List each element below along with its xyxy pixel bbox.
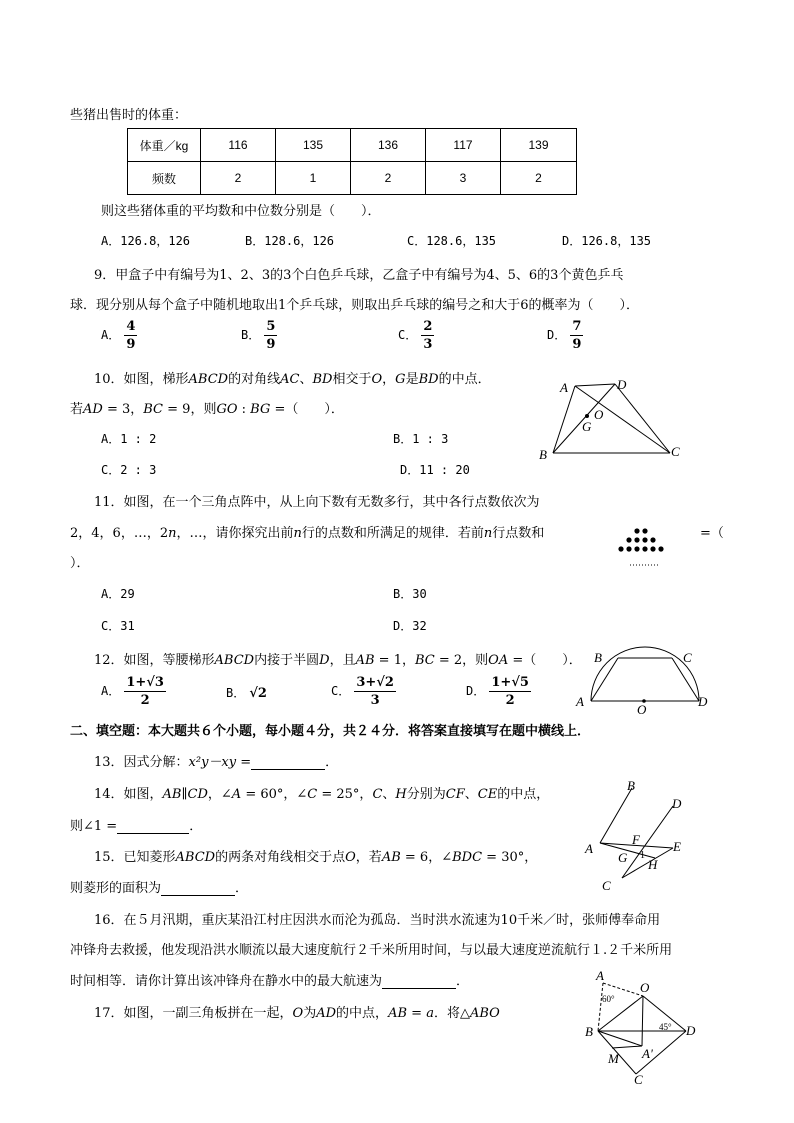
table-cell: 117 <box>426 129 501 162</box>
q10-line2: 若AD = 3，BC = 9，则GO : BG =（ ）． <box>70 402 344 417</box>
q11-option-b: B．30 <box>393 587 427 601</box>
q9-line1: 9．甲盒子中有编号为1、2、3的3个白色乒乓球，乙盒子中有编号为4、5、6的3个黄色乒乓 <box>94 268 624 283</box>
fraction-denominator: 3 <box>370 693 380 708</box>
fraction-numerator: 2 <box>423 319 433 334</box>
answer-blank[interactable] <box>382 974 456 989</box>
label-A: A <box>560 380 568 395</box>
q9-option-c <box>398 320 434 351</box>
table-header-cell: 频数 <box>128 162 201 195</box>
label-B: B <box>539 447 547 462</box>
label-B: B <box>585 1024 593 1039</box>
answer-blank[interactable] <box>161 881 235 896</box>
q16-line2: 冲锋舟去救援，他发现沿洪水顺流以最大速度航行２千米所用时间，与以最大速度逆流航行１.２千米所用 <box>70 943 673 958</box>
dot-triangle-figure <box>612 528 672 570</box>
q16-line3: 时间相等．请你计算出该冲锋舟在静水中的最大航速为 ． <box>70 974 470 989</box>
label-45deg: 45° <box>659 1022 672 1032</box>
q16-line1: 16．在５月汛期，重庆某沿江村庄因洪水而沦为孤岛．当时洪水流速为10千米／时，张师傅奉命用 <box>94 913 661 928</box>
table-cell: 139 <box>501 129 577 162</box>
answer-blank[interactable] <box>117 819 189 834</box>
label-D: D <box>698 694 708 709</box>
trapezoid-figure <box>535 372 685 464</box>
label-B: B <box>627 778 635 793</box>
weight-table <box>127 128 577 195</box>
option-label: B． <box>226 686 246 700</box>
parallel-lines-figure <box>580 778 690 892</box>
label-C: C <box>683 650 692 665</box>
label-1: 1 <box>640 850 645 861</box>
table-cell: 3 <box>426 162 501 195</box>
q10-line1: 10．如图，梯形ABCD的对角线AC、BD相交于O，G是BD的中点． <box>94 372 491 387</box>
q12-option-b <box>226 684 267 701</box>
label-O: O <box>637 702 647 716</box>
fraction-denominator: 9 <box>266 337 276 352</box>
label-60deg: 60° <box>602 994 615 1004</box>
q12-option-a <box>101 676 166 707</box>
q13-line: 13．因式分解：x²y－xy = ． <box>94 755 339 770</box>
intro-text: 些猪出售时的体重： <box>70 108 188 123</box>
option-label: D． <box>466 684 486 698</box>
label-D: D <box>672 796 682 811</box>
semicircle-figure <box>572 640 714 716</box>
q14-line1: 14．如图，AB∥CD，∠A = 60°，∠C = 25°，C、H分别为CF、CE的中点， <box>94 787 550 802</box>
option-value: √2 <box>249 686 267 701</box>
q11-line3: ）． <box>70 556 90 571</box>
label-C: C <box>671 444 680 459</box>
fraction-numerator: 3+√2 <box>356 675 394 690</box>
table-row <box>128 162 577 195</box>
section-heading: 二、填空题：本大题共６个小题，每小题４分，共２４分．将答案直接填写在题中横线上． <box>70 724 591 739</box>
label-E: E <box>673 839 681 854</box>
q12-option-d <box>466 676 531 707</box>
fraction-denominator: 9 <box>126 337 136 352</box>
q8-option-c: C．128.6，135 <box>407 234 497 248</box>
q8-option-a: A．126.8，126 <box>101 234 191 248</box>
option-label: B． <box>241 328 261 342</box>
label-A: A <box>596 968 604 983</box>
q11-line2: 2，4，6，…，2n，…，请你探究出前n行的点数和所满足的规律．若前n行点数和 <box>70 526 545 541</box>
table-cell: 2 <box>201 162 276 195</box>
q10-option-c: C．2 : 3 <box>101 463 157 477</box>
option-label: A． <box>101 684 121 698</box>
q9-option-a <box>101 320 137 351</box>
fraction-denominator: 3 <box>423 337 433 352</box>
label-D: D <box>617 377 627 392</box>
label-H: H <box>648 857 658 872</box>
q14-line2: 则∠1 = ． <box>70 819 203 834</box>
label-C: C <box>602 878 611 892</box>
q11-option-c: C．31 <box>101 619 135 633</box>
q11-line1: 11．如图，在一个三角点阵中，从上向下数有无数多行，其中各行点数依次为 <box>94 495 540 510</box>
option-label: A． <box>101 328 121 342</box>
q15-line2: 则菱形的面积为 ． <box>70 881 249 896</box>
q8-question: 则这些猪体重的平均数和中位数分别是（ ）． <box>101 204 381 219</box>
fraction-numerator: 1+√5 <box>491 675 529 690</box>
q10-option-a: A．1 : 2 <box>101 432 157 446</box>
label-D: D <box>686 1023 696 1038</box>
label-A: A <box>585 841 593 856</box>
table-header-cell: 体重／kg <box>128 129 201 162</box>
answer-blank[interactable] <box>251 755 325 770</box>
table-cell: 135 <box>276 129 351 162</box>
table-cell: 136 <box>351 129 426 162</box>
fraction-denominator: 2 <box>140 693 150 708</box>
q11-option-a: A．29 <box>101 587 135 601</box>
q15-line1: 15．已知菱形ABCD的两条对角线相交于点O，若AB = 6，∠BDC = 30°， <box>94 850 538 865</box>
label-A-prime: A' <box>642 1046 653 1061</box>
option-label: C． <box>331 684 351 698</box>
table-cell: 2 <box>501 162 577 195</box>
label-C: C <box>634 1072 643 1087</box>
label-G: G <box>582 419 592 434</box>
label-M: M <box>608 1051 619 1066</box>
q17-line1: 17．如图，一副三角板拼在一起，O为AD的中点，AB = a．将△ABO <box>94 1006 500 1021</box>
option-label: C． <box>398 328 418 342</box>
fraction-numerator: 7 <box>572 319 582 334</box>
label-B: B <box>594 650 602 665</box>
q10-option-d: D．11 : 20 <box>400 463 470 477</box>
fraction-denominator: 2 <box>505 693 515 708</box>
label-A: A <box>576 694 584 709</box>
q12-option-c <box>331 676 396 707</box>
fraction-numerator: 5 <box>266 319 276 334</box>
label-F: F <box>632 832 640 847</box>
q10-option-b: B．1 : 3 <box>393 432 449 446</box>
label-G: G <box>618 850 628 865</box>
q9-line2: 球．现分别从每个盒子中随机地取出1个乒乓球，则取出乒乓球的编号之和大于6的概率为（ ）． <box>70 298 640 313</box>
table-cell: 2 <box>351 162 426 195</box>
label-O: O <box>640 980 650 995</box>
q8-option-b: B．128.6，126 <box>245 234 335 248</box>
table-cell: 1 <box>276 162 351 195</box>
option-label: D． <box>547 328 567 342</box>
q9-option-d <box>547 320 583 351</box>
table-row <box>128 129 577 162</box>
q8-option-d: D．126.8，135 <box>562 234 652 248</box>
fraction-numerator: 4 <box>126 319 136 334</box>
fraction-numerator: 1+√3 <box>126 675 164 690</box>
q11-option-d: D．32 <box>393 619 427 633</box>
label-O: O <box>594 407 604 422</box>
q9-option-b <box>241 320 277 351</box>
fraction-denominator: 9 <box>572 337 582 352</box>
q11-line2-end: =（ <box>700 526 724 541</box>
q12-line1: 12．如图，等腰梯形ABCD内接于半圆D，且AB = 1，BC = 2，则OA =（ ）． <box>94 653 582 668</box>
table-cell: 116 <box>201 129 276 162</box>
triangle-boards-figure <box>582 966 700 1088</box>
